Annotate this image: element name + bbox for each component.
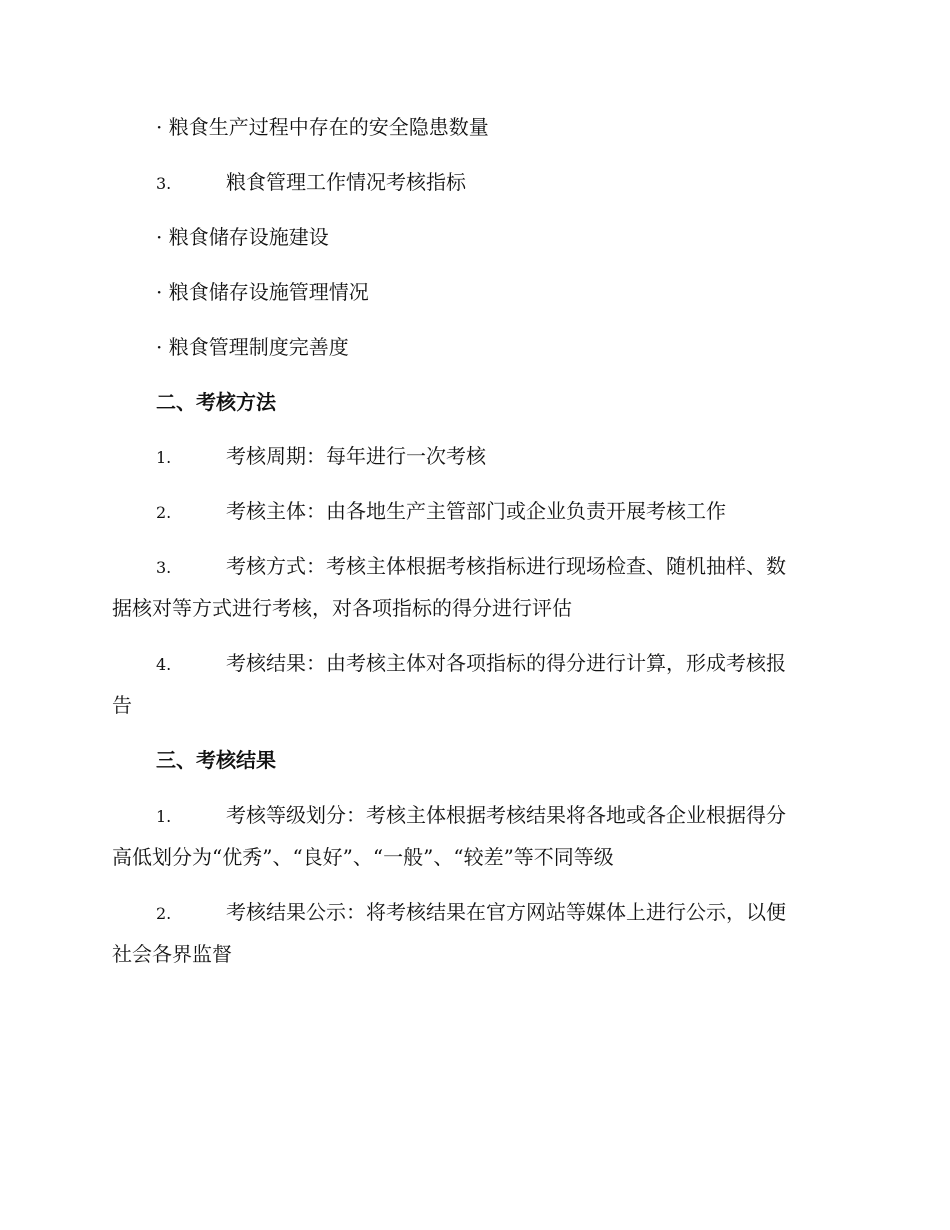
item-text: 考核周期：每年进行一次考核 xyxy=(226,444,486,468)
bullet-item-text: · 粮食管理制度完善度 xyxy=(156,335,349,359)
bullet-item-storage-construction xyxy=(156,215,880,259)
numbered-item-grade-division-continued: 高低划分为“优秀”、“良好”、“一般”、“较差”等不同等级 xyxy=(112,845,614,869)
numbered-item-grade-division xyxy=(156,793,836,839)
item-number: 3. xyxy=(156,558,172,577)
numbered-item-result-continued: 告 xyxy=(112,693,132,717)
numbered-item-publicity-continued: 社会各界监督 xyxy=(112,942,232,966)
numbered-item-publicity xyxy=(156,890,836,936)
item-text: 考核等级划分：考核主体根据考核结果将各地或各企业根据得分 xyxy=(226,803,786,827)
item-number: 2. xyxy=(156,904,172,923)
numbered-item-method xyxy=(156,544,836,590)
numbered-item-management-indicators xyxy=(156,160,880,206)
numbered-item-cycle xyxy=(156,434,880,480)
item-text: 考核结果：由考核主体对各项指标的得分进行计算，形成考核报 xyxy=(226,651,786,675)
numbered-item-subject xyxy=(156,489,880,535)
bullet-item-safety-hazards xyxy=(156,105,880,149)
item-text: 考核方式：考核主体根据考核指标进行现场检查、随机抽样、数 xyxy=(226,554,786,578)
item-number: 3. xyxy=(156,174,172,193)
bullet-item-text: · 粮食储存设施建设 xyxy=(156,225,329,249)
item-text: 考核主体：由各地生产主管部门或企业负责开展考核工作 xyxy=(226,499,726,523)
section-heading-methods: 二、考核方法 xyxy=(156,390,276,414)
bullet-item-system-completeness xyxy=(156,325,880,369)
section-heading-results: 三、考核结果 xyxy=(156,748,276,772)
item-number: 4. xyxy=(156,655,172,674)
item-number: 2. xyxy=(156,503,172,522)
item-text: 考核结果公示：将考核结果在官方网站等媒体上进行公示，以便 xyxy=(226,900,786,924)
bullet-item-storage-management xyxy=(156,270,880,314)
item-number: 1. xyxy=(156,807,172,826)
numbered-item-method-continued: 据核对等方式进行考核，对各项指标的得分进行评估 xyxy=(112,596,572,620)
numbered-item-result xyxy=(156,641,836,687)
item-text: 粮食管理工作情况考核指标 xyxy=(226,170,466,194)
bullet-item-text: · 粮食生产过程中存在的安全隐患数量 xyxy=(156,115,489,139)
bullet-item-text: · 粮食储存设施管理情况 xyxy=(156,280,369,304)
item-number: 1. xyxy=(156,448,172,467)
